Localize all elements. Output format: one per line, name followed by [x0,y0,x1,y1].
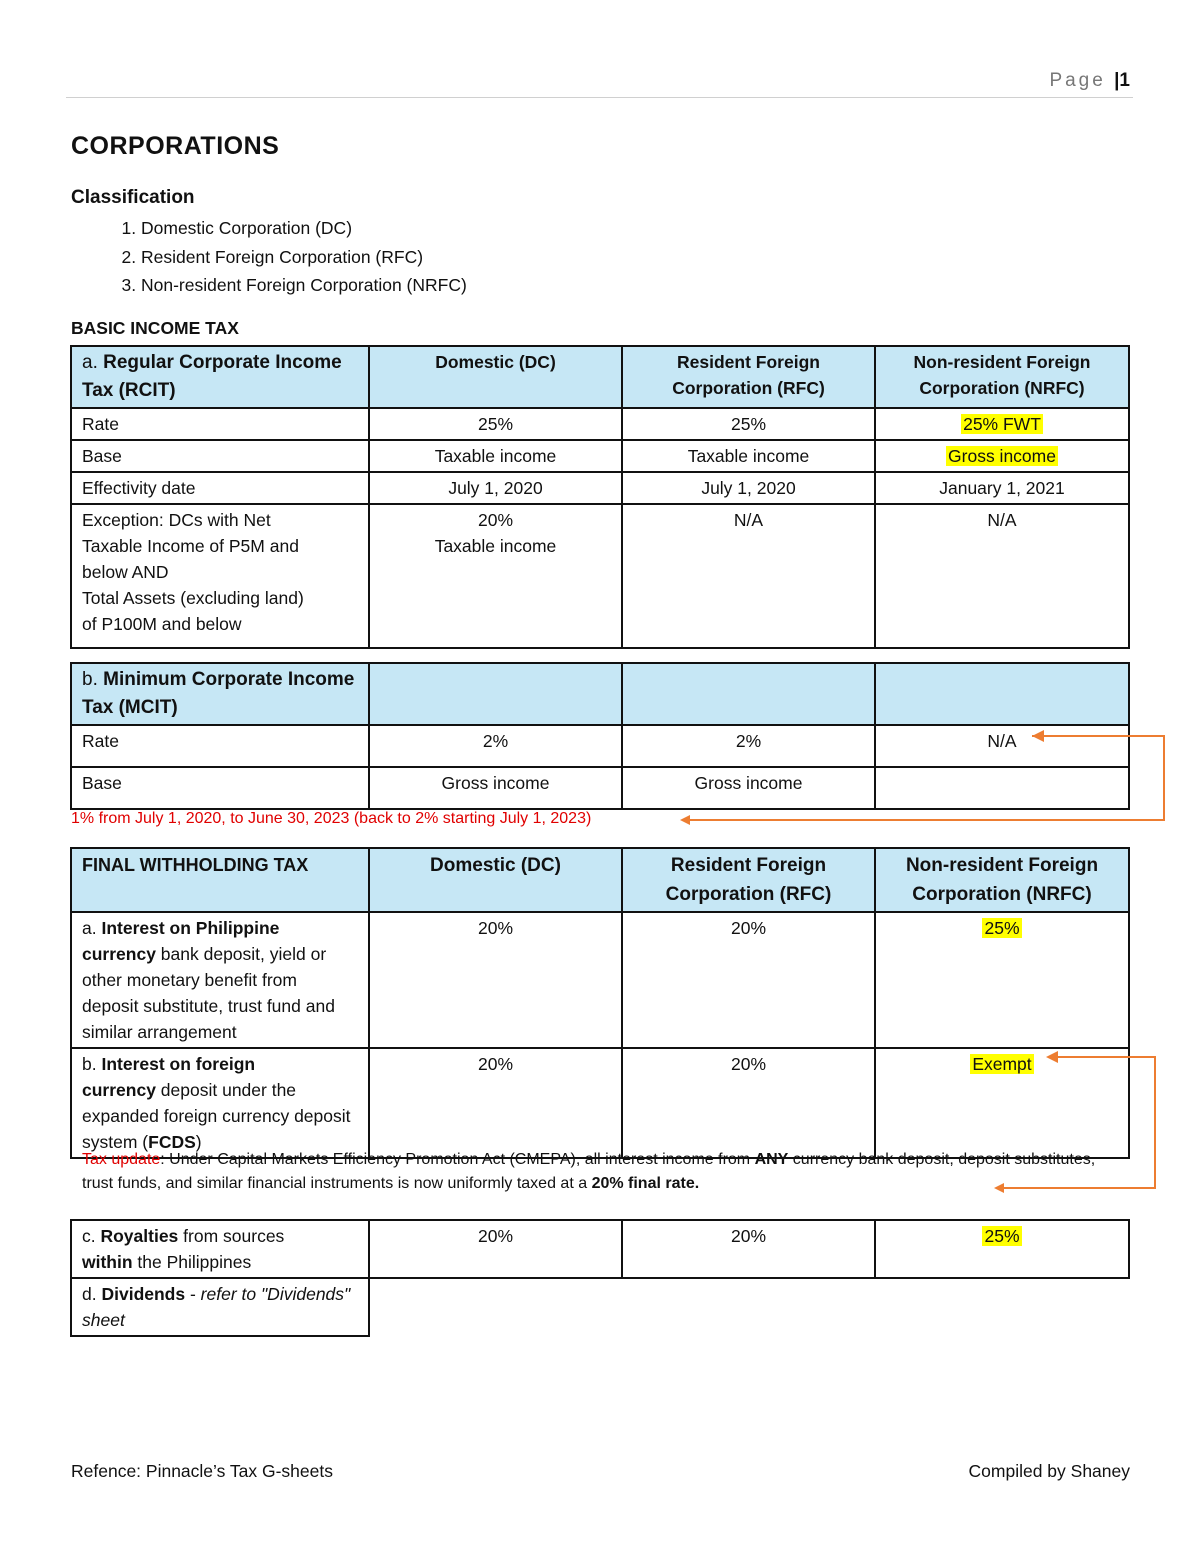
rcit-table [70,345,1130,649]
mcit-table [70,662,1130,810]
row-label: Exception: DCs with Net Taxable Income of P5M and below AND Total Assets (excluding land) of P100M and below [71,504,369,648]
header-cell [875,663,1129,725]
table-row [71,472,1129,504]
fwt-header: FINAL WITHHOLDING TAX [71,848,369,912]
tax-update-label: Tax update [82,1151,161,1168]
row-label: a. Interest on Philippine currency bank deposit, yield or other monetary benefit from deposit substitute, trust fund and similar arrangement [71,912,369,1048]
table-row [71,1220,1129,1278]
col-header-nrfc: Non-resident Foreign Corporation (NRFC) [875,346,1129,408]
cell-value: 2% [369,725,622,767]
cell-value: N/A [622,504,875,648]
cell-value: Gross income [369,767,622,809]
footer-reference: Refence: Pinnacle’s Tax G-sheets [71,1461,333,1481]
table-row [71,408,1129,440]
table-row [71,1048,1129,1158]
table-row [71,725,1129,767]
cell-value: 20% [622,1220,875,1278]
cell-value: July 1, 2020 [369,472,622,504]
table-row [71,1278,1129,1336]
row-label: Base [71,767,369,809]
classification-heading: Classification [71,187,195,208]
cell-value: 25% [622,408,875,440]
page-word: Page [1049,70,1106,91]
row-label: Rate [71,408,369,440]
header-cell [369,663,622,725]
table-row [71,912,1129,1048]
col-header-rfc: Resident Foreign Corporation (RFC) [622,346,875,408]
row-label: Effectivity date [71,472,369,504]
col-header-dc: Domestic (DC) [369,848,622,912]
cell-value: Taxable income [622,440,875,472]
table-row [71,767,1129,809]
header-divider [66,97,1133,98]
row-label: d. Dividends - refer to "Dividends" sheet [71,1278,369,1336]
page-title: CORPORATIONS [71,132,280,160]
cell-value: N/A [875,504,1129,648]
cell-value: 20% [369,1220,622,1278]
col-header-nrfc: Non-resident Foreign Corporation (NRFC) [875,848,1129,912]
fwt-table [70,847,1130,1159]
list-item: 3. Non-resident Foreign Corporation (NRFC) [141,271,467,300]
row-label: b. Interest on foreign currency deposit under the expanded foreign currency deposit system (FCDS) [71,1048,369,1158]
rcit-header: a. Regular Corporate Income Tax (RCIT) [71,346,369,408]
cell-value [875,767,1129,809]
table-row [71,440,1129,472]
cell-value: 20% [369,1048,622,1158]
row-label: Base [71,440,369,472]
cell-value: N/A [875,725,1129,767]
cell-value [875,1048,1129,1158]
cell-value: 20% [369,912,622,1048]
cell-value [875,1220,1129,1278]
cell-value [875,408,1129,440]
list-item: 2. Resident Foreign Corporation (RFC) [141,243,467,272]
page-number: 1 [1119,70,1130,91]
basic-income-tax-label: BASIC INCOME TAX [71,318,239,338]
highlighted-value: 25% [984,1226,1020,1246]
page-number-header: Page |1 [1049,70,1130,91]
tax-update-note: Tax update: Under Capital Markets Efficiency Promotion Act (CMEPA), all interest income from ANY currency bank deposit, deposit substitutes, trust funds, and similar financial instruments is now uniformly taxed at a 20% final rate. [82,1151,1096,1192]
classification-list [71,214,467,300]
highlighted-value: 25% FWT [963,414,1041,434]
header-cell [622,663,875,725]
cell-value: 20% [622,912,875,1048]
footer-credit: Compiled by Shaney [968,1461,1130,1481]
cell-value: 20% Taxable income [369,504,622,648]
cell-value: 20% [622,1048,875,1158]
mcit-header: b. Minimum Corporate Income Tax (MCIT) [71,663,369,725]
highlighted-value: 25% [984,918,1020,938]
highlighted-value: Gross income [948,446,1056,466]
cell-value [875,440,1129,472]
col-header-dc: Domestic (DC) [369,346,622,408]
row-label: Rate [71,725,369,767]
cell-value: Gross income [622,767,875,809]
cell-value: Taxable income [369,440,622,472]
highlighted-value: Exempt [972,1054,1032,1074]
cell-value: 2% [622,725,875,767]
cell-value: July 1, 2020 [622,472,875,504]
row-label: c. Royalties from sources within the Philippines [71,1220,369,1278]
cell-value [875,912,1129,1048]
mcit-note: 1% from July 1, 2020, to June 30, 2023 (back to 2% starting July 1, 2023) [71,810,592,827]
cell-value: 25% [369,408,622,440]
col-header-rfc: Resident Foreign Corporation (RFC) [622,848,875,912]
cell-value: January 1, 2021 [875,472,1129,504]
fwt-table-continued [70,1219,1130,1337]
table-row [71,504,1129,648]
list-item: 1. Domestic Corporation (DC) [141,214,467,243]
